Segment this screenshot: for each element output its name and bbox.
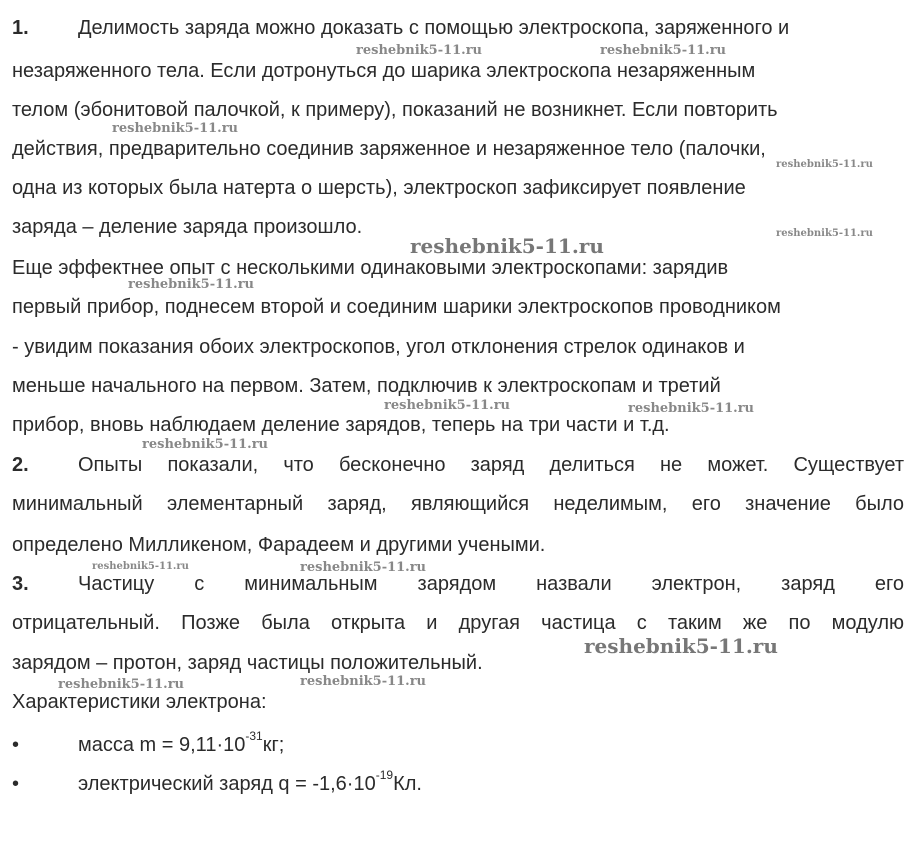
watermark: reshebnik5-11.ru <box>584 634 778 658</box>
watermark: reshebnik5-11.ru <box>92 561 189 572</box>
paragraph-line: заряда – деление заряда произошло. <box>12 216 363 238</box>
watermark: reshebnik5-11.ru <box>142 437 269 452</box>
paragraph-line: отрицательный. Позже была открыта и другая частица с таким же по модулю <box>12 612 904 634</box>
bullet-charge: электрический заряд $q = -1,6\cdot 10^{-19}Кл$. <box>78 768 422 795</box>
bullet-icon: • <box>12 734 20 756</box>
paragraph-line: определено Милликеном, Фарадеем и другими учеными. <box>12 534 546 556</box>
paragraph-line: прибор, вновь наблюдаем деление зарядов, теперь на три части и т.д. <box>12 414 670 436</box>
bullet-icon: • <box>12 773 20 795</box>
bullet-mass: масса $m = 9,11\cdot 10^{-31}кг$; <box>78 729 285 756</box>
item-number: 3. <box>12 573 29 595</box>
watermark: reshebnik5-11.ru <box>384 398 511 413</box>
watermark: reshebnik5-11.ru <box>112 121 239 136</box>
paragraph-line: первый прибор, поднесем второй и соединим шарики электроскопов проводником <box>12 296 781 318</box>
item-3-line-1: 3. Частицу с минимальным зарядом назвали электрон, заряд его <box>12 573 904 595</box>
paragraph-line: меньше начального на первом. Затем, подключив к электроскопам и третий <box>12 375 721 397</box>
item-1-line-1: 1. Делимость заряда можно доказать с помощью электроскопа, заряженного и <box>12 17 790 39</box>
item-number: 2. <box>12 454 29 476</box>
paragraph-line: - увидим показания обоих электроскопов, угол отклонения стрелок одинаков и <box>12 336 745 358</box>
item-2-line-1: 2. Опыты показали, что бесконечно заряд делиться не может. Существует <box>12 454 904 476</box>
watermark: reshebnik5-11.ru <box>776 159 873 170</box>
watermark: reshebnik5-11.ru <box>628 401 755 416</box>
watermark: reshebnik5-11.ru <box>300 674 427 689</box>
watermark: reshebnik5-11.ru <box>410 234 604 258</box>
paragraph-line: действия, предварительно соединив заряженное и незаряженное тело (палочки, <box>12 138 766 160</box>
paragraph-line: Еще эффектнее опыт с несколькими одинаковыми электроскопами: зарядив <box>12 257 729 279</box>
watermark: reshebnik5-11.ru <box>58 677 185 692</box>
watermark: reshebnik5-11.ru <box>356 43 483 58</box>
paragraph-line: одна из которых была натерта о шерсть), электроскоп зафиксирует появление <box>12 177 746 199</box>
watermark: reshebnik5-11.ru <box>300 560 427 575</box>
watermark: reshebnik5-11.ru <box>776 228 873 239</box>
paragraph-line: незаряженного тела. Если дотронуться до шарика электроскопа незаряженным <box>12 60 756 82</box>
paragraph-line: минимальный элементарный заряд, являющийся неделимым, его значение было <box>12 493 904 515</box>
paragraph-line: Характеристики электрона: <box>12 691 267 713</box>
paragraph-line: телом (эбонитовой палочкой, к примеру), показаний не возникнет. Если повторить <box>12 99 778 121</box>
paragraph-line: зарядом – протон, заряд частицы положительный. <box>12 652 483 674</box>
watermark: reshebnik5-11.ru <box>128 277 255 292</box>
watermark: reshebnik5-11.ru <box>600 43 727 58</box>
item-number: 1. <box>12 17 29 39</box>
